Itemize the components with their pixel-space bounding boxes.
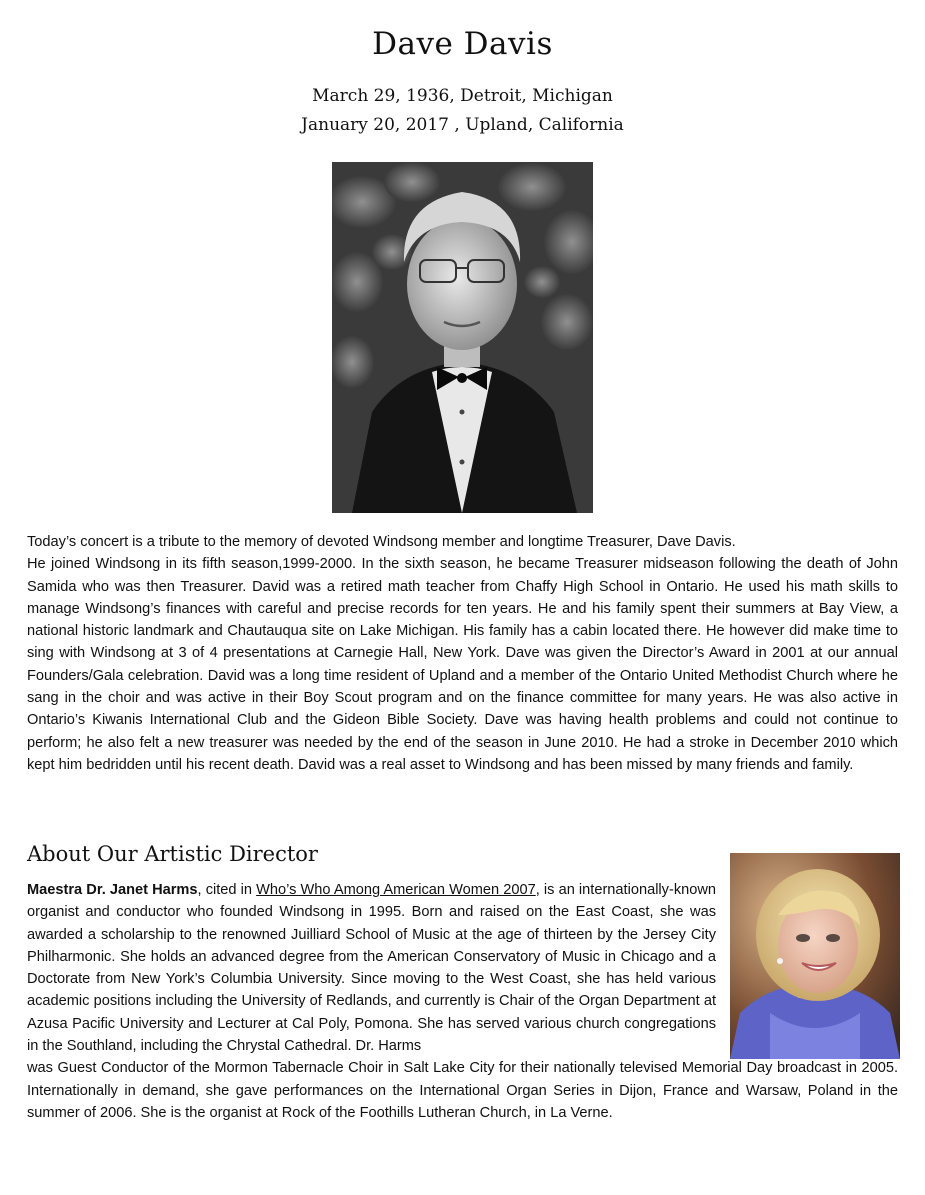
director-bio xyxy=(27,879,898,1124)
page-title: Dave Davis xyxy=(372,26,553,62)
director-bio-text: , is an internationally-known organist and conductor who founded Windsong in 1995. Born and raised on the East Coast, she was awarded a scholarship to the renowned Juilliard School of Music at the age of thirteen by the Jersey City Philharmonic. She holds an advanced degree from the American Conservatory of Music in Chicago and a Doctorate from New York’s Columbia University. Since moving to the West Coast, she has held various academic positions including the University of Redlands, and currently is Chair of the Organ Department at Azusa Pacific University and Lecturer at Cal Poly, Pomona. She has served various church congregations in the Southland, including the Chrystal Cathedral. Dr. Harms xyxy=(27,882,717,1055)
tribute-intro: Today’s concert is a tribute to the memory of devoted Windsong member and longtime Treasurer, Dave Davis. xyxy=(27,534,736,550)
portrait-illustration xyxy=(332,162,593,513)
director-name: Maestra Dr. Janet Harms xyxy=(27,882,198,898)
tribute-body: He joined Windsong in its fifth season,1999-2000. In the sixth season, he became Treasurer midseason following the death of John Samida who was then Treasurer. David was a retired math teacher from Chaffy High School in Ontario. He used his math skills to manage Windsong’s finances with careful and precise records for ten years. He and his family spent their summers at Bay View, a national historic landmark and Chautauqua site on Lake Michigan. His family has a cabin located there. He however did make time to sing with Windsong at 3 of 4 presentations at Carnegie Hall, New York. Dave was given the Director’s Award in 2001 at our annual Founders/Gala celebration. David was a long time resident of Upland and a member of the Ontario United Methodist Church where he sang in the choir and was active in their Boy Scout program and on the finance committee for many years. He was also active in Ontario’s Kiwanis International Club and the Gideon Bible Society. Dave was having health problems and could not continue to perform; he also felt a new treasurer was needed by the end of the season in June 2010. He had a stroke in December 2010 which kept him bedridden until his recent death. David was a real asset to Windsong and has been missed by many friends and family. xyxy=(27,556,898,773)
whos-who-citation: Who’s Who Among American Women 2007 xyxy=(256,882,536,898)
director-bio-continued: was Guest Conductor of the Mormon Tabernacle Choir in Salt Lake City for their nationally televised Memorial Day broadcast in 2005. Internationally in demand, she gave performances on the International Organ Series in Dijon, France and Warsaw, Poland in the summer of 2006. She is the organist at Rock of the Foothills Lutheran Church, in La Verne. xyxy=(27,1060,898,1121)
death-line: January 20, 2017 , Upland, California xyxy=(301,115,624,135)
tribute-text xyxy=(27,531,898,776)
birth-line: March 29, 1936, Detroit, Michigan xyxy=(312,86,613,106)
dave-davis-portrait-image xyxy=(332,162,593,513)
director-section-heading: About Our Artistic Director xyxy=(27,842,318,866)
director-bio-lead xyxy=(27,879,716,1057)
director-cited: , cited in xyxy=(197,882,257,898)
